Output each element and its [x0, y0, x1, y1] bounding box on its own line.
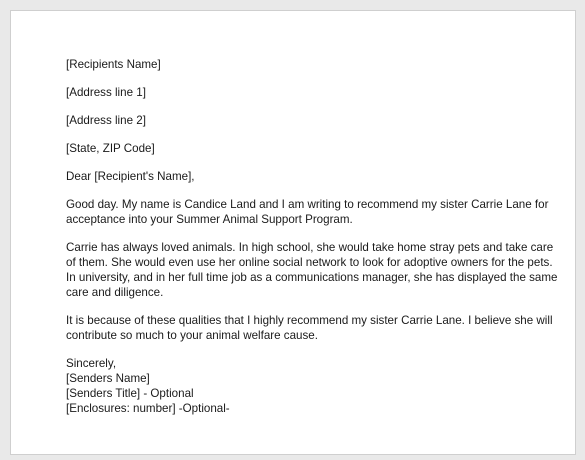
senders-title: [Senders Title] - Optional: [66, 387, 194, 400]
paragraph-2: [66, 240, 558, 300]
paragraph-1: [66, 197, 549, 227]
paragraph-3-line: contribute so much to your animal welfare cause.: [66, 329, 318, 342]
senders-name: [Senders Name]: [66, 372, 150, 385]
paragraph-2-line: of them. She would even use her online social network to look for adoptive owners for the pets.: [66, 256, 553, 269]
recipient-name: [Recipients Name]: [66, 58, 161, 71]
paragraph-2-line: In university, and in her full time job as a communications manager, she has displayed the same: [66, 271, 558, 284]
address-line-2: [Address line 2]: [66, 114, 146, 127]
enclosures: [Enclosures: number] -Optional-: [66, 402, 230, 415]
address-line-1: [Address line 1]: [66, 86, 146, 99]
paragraph-2-line: care and diligence.: [66, 286, 164, 299]
salutation: Dear [Recipient's Name],: [66, 170, 195, 183]
letter-page: [10, 10, 576, 455]
paragraph-3-line: It is because of these qualities that I highly recommend my sister Carrie Lane. I believe she will: [66, 314, 553, 327]
closing: Sincerely,: [66, 357, 117, 370]
letter-body: [66, 57, 558, 416]
state-zip: [State, ZIP Code]: [66, 142, 155, 155]
paragraph-1-line: acceptance into your Summer Animal Support Program.: [66, 213, 353, 226]
paragraph-1-line: Good day. My name is Candice Land and I am writing to recommend my sister Carrie Lane for: [66, 198, 549, 211]
paragraph-2-line: Carrie has always loved animals. In high school, she would take home stray pets and take care: [66, 241, 554, 254]
paragraph-3: [66, 313, 553, 343]
